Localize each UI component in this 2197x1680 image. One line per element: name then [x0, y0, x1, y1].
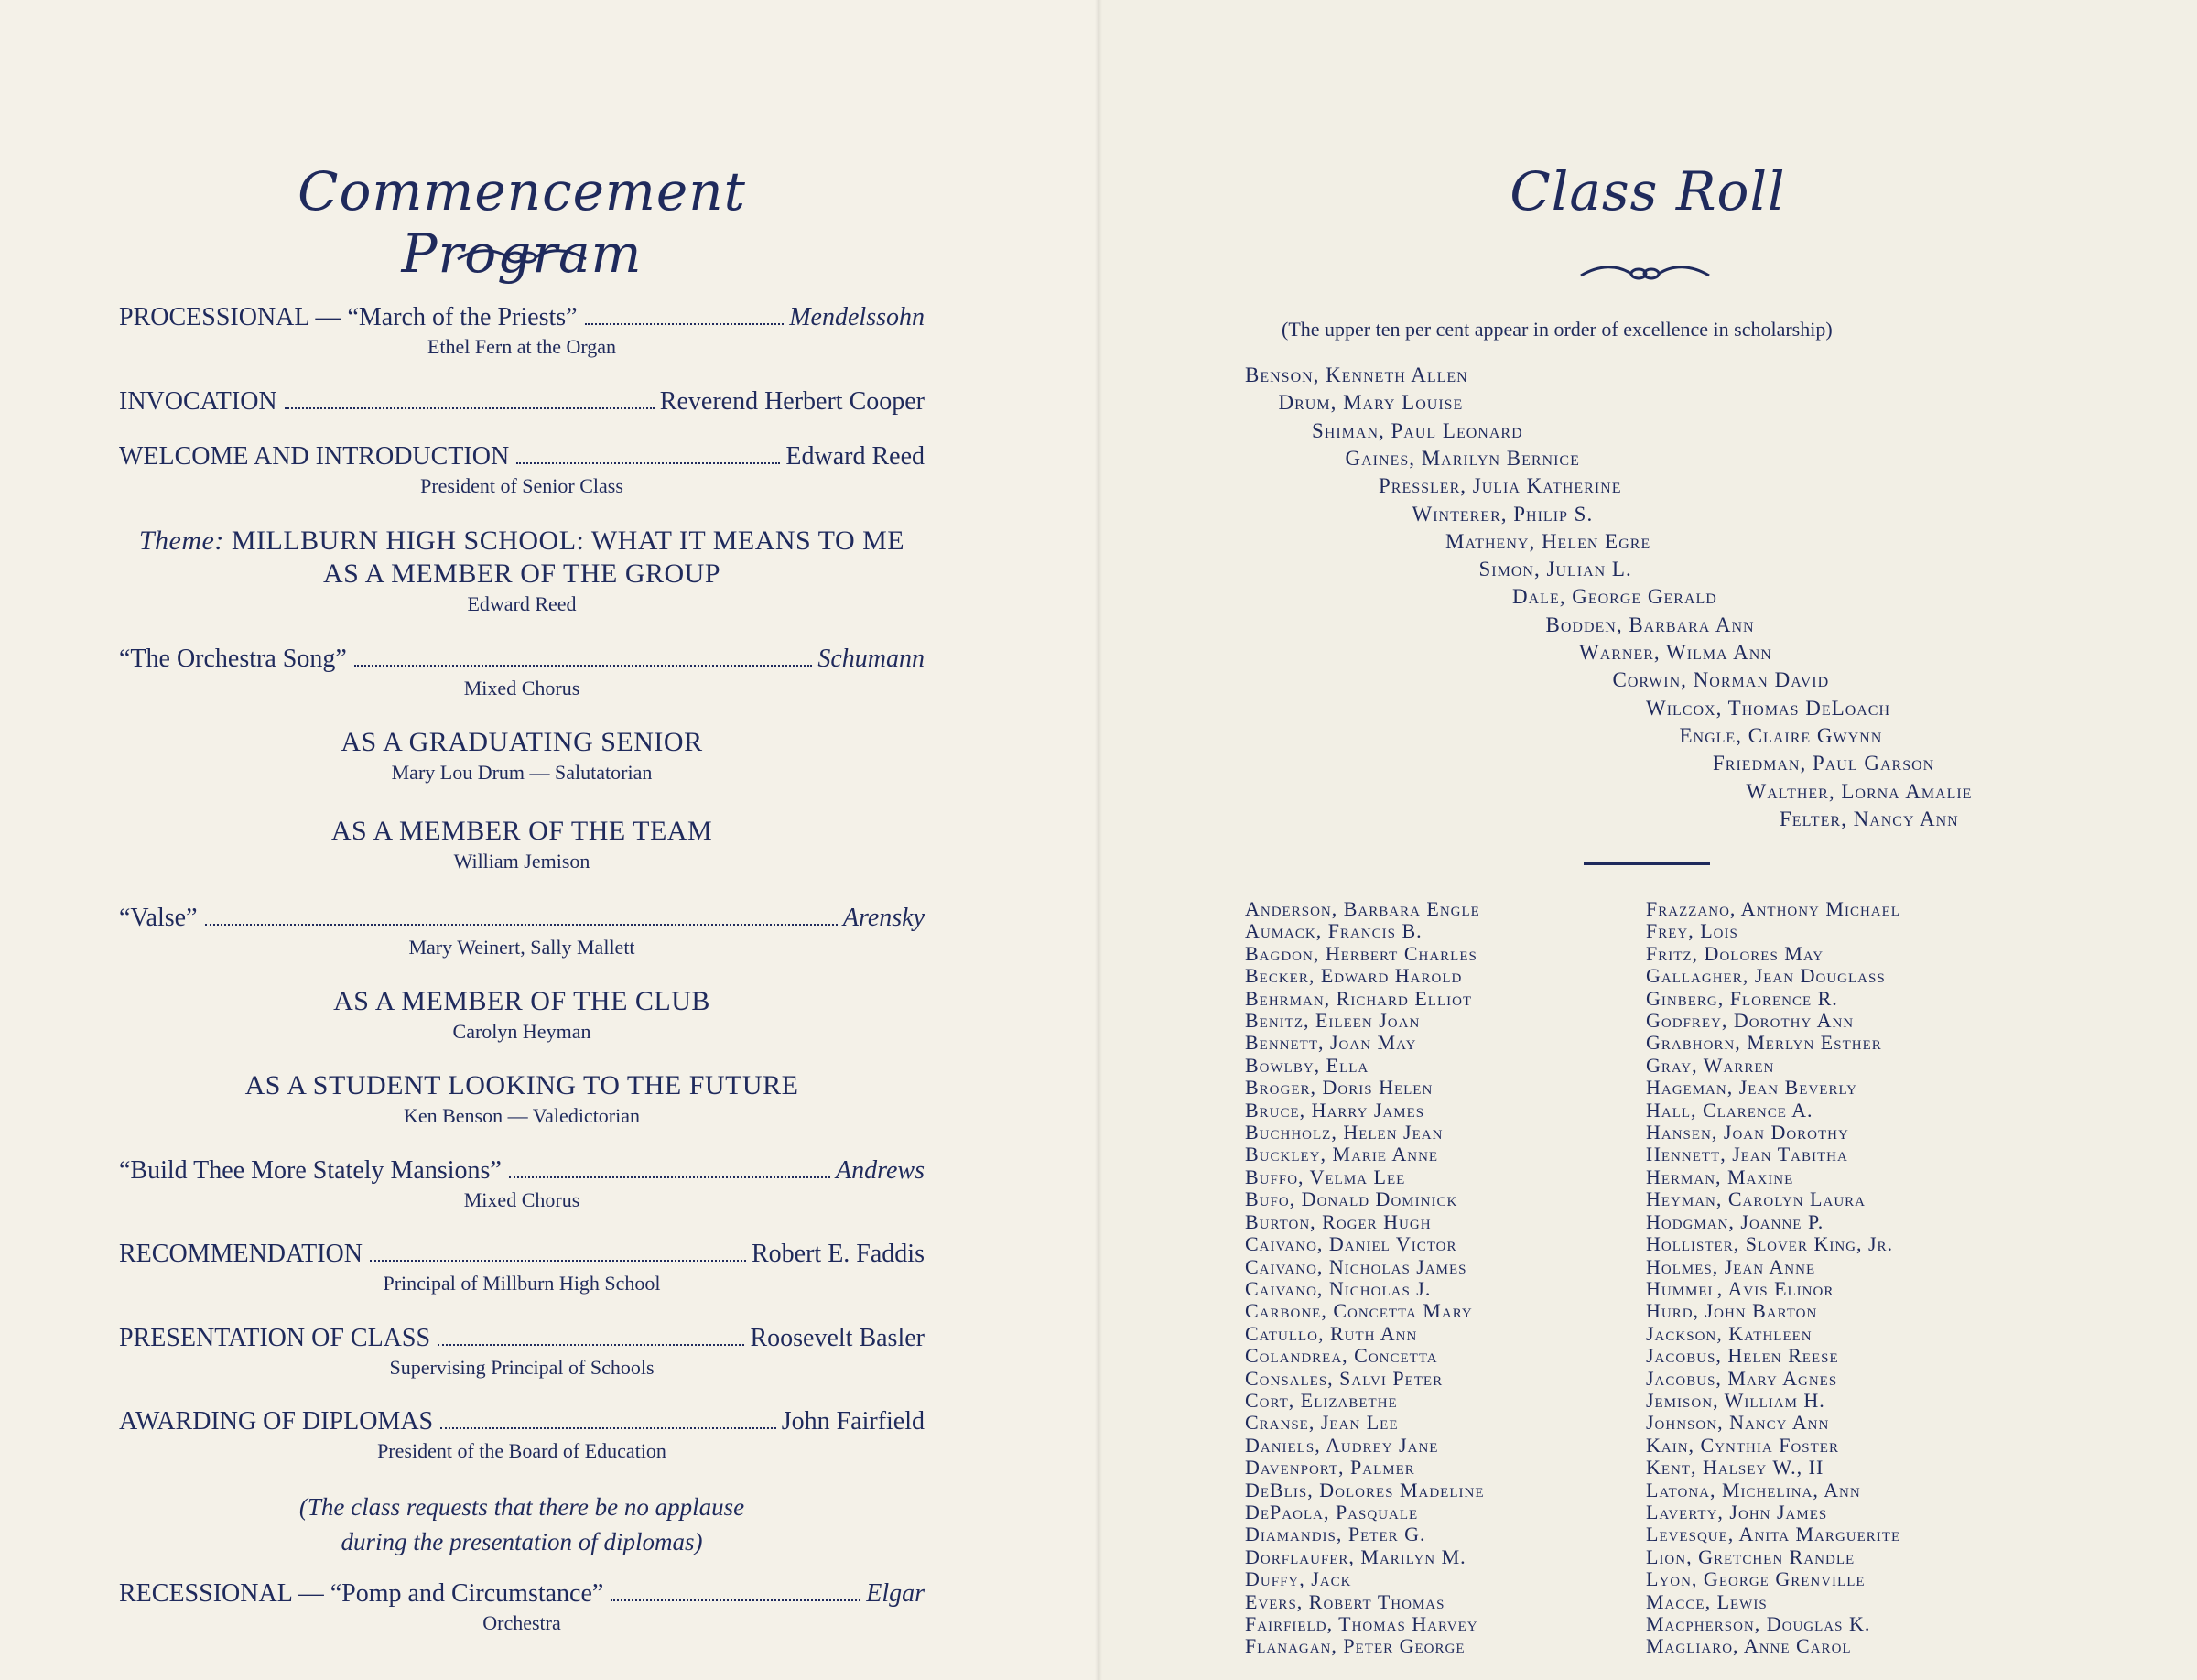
class-roll-item: Jacobus, Mary Agnes	[1646, 1366, 1838, 1390]
dot-leader	[205, 924, 838, 926]
class-roll-title: Class Roll	[1510, 160, 1786, 222]
presentation-speaker: Roosevelt Basler	[750, 1324, 925, 1352]
orchestra-song-label: “The Orchestra Song”	[119, 645, 347, 673]
diplomas-label: AWARDING OF DIPLOMAS	[119, 1407, 434, 1436]
class-roll-item: Aumack, Francis B.	[1245, 919, 1423, 943]
class-roll-item: Laverty, John James	[1646, 1500, 1828, 1523]
class-roll-item: Cort, Elizabethe	[1245, 1388, 1398, 1412]
recommendation-speaker: Robert E. Faddis	[752, 1240, 925, 1268]
class-roll-item: Catullo, Ruth Ann	[1245, 1321, 1418, 1345]
future-sub: Ken Benson — Valedictorian	[403, 1104, 641, 1127]
presentation-label: PRESENTATION OF CLASS	[119, 1324, 431, 1352]
class-roll-item: Lion, Gretchen Randle	[1646, 1545, 1856, 1568]
class-roll-item: Daniels, Audrey Jane	[1245, 1433, 1439, 1457]
class-roll-item: Buffo, Velma Lee	[1245, 1165, 1406, 1188]
honor-roll-item: Gaines, Marilyn Bernice	[1345, 446, 1580, 470]
welcome-sub: President of Senior Class	[420, 474, 623, 497]
class-roll-item: Bennett, Joan May	[1245, 1031, 1417, 1055]
welcome-label: WELCOME AND INTRODUCTION	[119, 442, 510, 471]
team-entry	[119, 815, 925, 875]
recessional-label: RECESSIONAL — “Pomp and Circumstance”	[119, 1579, 604, 1608]
processional-composer: Mendelssohn	[789, 303, 925, 331]
valse-composer: Arensky	[842, 904, 925, 932]
class-roll-item: Bagdon, Herbert Charles	[1245, 941, 1477, 965]
class-column-2	[1646, 898, 1900, 1658]
class-roll-item: Hall, Clarence A.	[1646, 1098, 1813, 1122]
invocation-label: INVOCATION	[119, 387, 277, 416]
honor-roll-item: Winterer, Philip S.	[1412, 502, 1594, 526]
mansions-label: “Build Thee More Stately Mansions”	[119, 1156, 502, 1185]
class-roll-item: Magliaro, Anne Carol	[1646, 1634, 1852, 1658]
dot-leader	[438, 1344, 744, 1346]
club-sub: Carolyn Heyman	[452, 1020, 591, 1043]
recommendation-sub: Principal of Millburn High School	[383, 1272, 661, 1295]
class-roll-item: Fritz, Dolores May	[1646, 941, 1824, 965]
honor-roll-item: Simon, Julian L.	[1478, 558, 1632, 581]
diplomas-sub: President of the Board of Education	[377, 1439, 666, 1462]
class-roll-item: Caivano, Nicholas James	[1245, 1254, 1467, 1278]
class-roll-item: Hummel, Avis Elinor	[1646, 1276, 1834, 1300]
honor-roll-item: Corwin, Norman David	[1612, 668, 1830, 692]
graduating-senior-sub: Mary Lou Drum — Salutatorian	[391, 761, 653, 784]
recommendation-entry	[119, 1239, 925, 1297]
recessional-sub: Orchestra	[482, 1611, 561, 1634]
class-roll-item: Godfrey, Dorothy Ann	[1646, 1009, 1855, 1033]
class-roll-item: Flanagan, Peter George	[1245, 1634, 1466, 1658]
orchestra-song-sub: Mixed Chorus	[463, 677, 580, 699]
mansions-entry	[119, 1155, 925, 1214]
honor-roll-item: Benson, Kenneth Allen	[1245, 363, 1468, 386]
class-roll-item: Latona, Michelina, Ann	[1646, 1478, 1861, 1501]
valse-entry	[119, 903, 925, 961]
honor-roll-item: Engle, Claire Gwynn	[1679, 723, 1883, 747]
class-roll-item: DeBlis, Dolores Madeline	[1245, 1478, 1485, 1501]
program-title: Commencement Program	[298, 160, 746, 285]
class-roll-item: Gray, Warren	[1646, 1053, 1775, 1077]
team-heading: AS A MEMBER OF THE TEAM	[330, 816, 713, 846]
processional-entry	[119, 302, 925, 361]
class-roll-item: Behrman, Richard Elliot	[1245, 986, 1473, 1010]
class-roll-item: Lyon, George Grenville	[1646, 1567, 1866, 1591]
dot-leader	[585, 323, 785, 325]
class-roll-item: Holmes, Jean Anne	[1646, 1254, 1816, 1278]
presentation-sub: Supervising Principal of Schools	[389, 1356, 655, 1379]
class-roll-item: DePaola, Pasquale	[1245, 1500, 1419, 1523]
flourish-ornament-icon	[453, 243, 590, 270]
applause-note-line1: (The class requests that there be no applause	[298, 1493, 745, 1521]
class-roll-item: Hageman, Jean Beverly	[1646, 1076, 1857, 1100]
theme-line2: AS A MEMBER OF THE GROUP	[322, 558, 721, 589]
class-roll-item: Jemison, William H.	[1646, 1388, 1825, 1412]
dot-leader	[611, 1599, 860, 1601]
class-roll-item: Hansen, Joan Dorothy	[1646, 1121, 1849, 1144]
recommendation-label: RECOMMENDATION	[119, 1240, 363, 1268]
class-roll-item: Dorflaufer, Marilyn M.	[1245, 1545, 1466, 1568]
honor-roll-item: Dale, George Gerald	[1512, 585, 1717, 609]
honor-roll-item: Bodden, Barbara Ann	[1545, 612, 1755, 636]
orchestra-song-composer: Schumann	[817, 645, 925, 673]
honor-roll-item: Matheny, Helen Egre	[1445, 529, 1651, 553]
class-roll-item: Hodgman, Joanne P.	[1646, 1209, 1824, 1233]
class-roll-item: Gallagher, Jean Douglass	[1646, 964, 1886, 988]
class-roll-item: Grabhorn, Merlyn Esther	[1646, 1031, 1882, 1055]
class-roll-item: Macpherson, Douglas K.	[1646, 1612, 1871, 1635]
class-roll-item: Levesque, Anita Marguerite	[1646, 1523, 1901, 1546]
class-roll-item: Ginberg, Florence R.	[1646, 986, 1838, 1010]
diplomas-speaker: John Fairfield	[781, 1407, 925, 1436]
processional-sub: Ethel Fern at the Organ	[427, 335, 617, 358]
theme-prefix: Theme:	[138, 526, 224, 556]
diplomas-entry	[119, 1406, 925, 1465]
processional-label: PROCESSIONAL — “March of the Priests”	[119, 303, 578, 331]
welcome-speaker: Edward Reed	[785, 442, 925, 471]
class-roll-item: Carbone, Concetta Mary	[1245, 1299, 1473, 1323]
honor-roll-item: Felter, Nancy Ann	[1780, 807, 1959, 830]
class-column-1	[1245, 898, 1485, 1658]
class-roll-item: Cranse, Jean Lee	[1245, 1411, 1399, 1435]
class-roll-item: Buckley, Marie Anne	[1245, 1143, 1439, 1166]
class-roll-item: Bruce, Harry James	[1245, 1098, 1425, 1122]
flourish-ornament-icon	[1576, 259, 1714, 287]
class-roll-item: Herman, Maxine	[1646, 1165, 1794, 1188]
class-roll-item: Heyman, Carolyn Laura	[1646, 1187, 1866, 1211]
valse-label: “Valse”	[119, 904, 198, 932]
roll-note: (The upper ten per cent appear in order of excellence in scholarship)	[1282, 318, 1833, 341]
honor-roll-item: Friedman, Paul Garson	[1713, 752, 1935, 775]
class-roll-item: Diamandis, Peter G.	[1245, 1523, 1426, 1546]
dot-leader	[354, 665, 813, 667]
mansions-composer: Andrews	[836, 1156, 925, 1185]
graduating-senior-entry	[119, 726, 925, 786]
class-roll-item: Kent, Halsey W., II	[1646, 1456, 1824, 1479]
class-roll-item: Jacobus, Helen Reese	[1646, 1344, 1839, 1368]
future-entry	[119, 1069, 925, 1130]
class-roll-item: Buchholz, Helen Jean	[1245, 1121, 1444, 1144]
class-roll-item: Hennett, Jean Tabitha	[1646, 1143, 1848, 1166]
invocation-entry	[119, 386, 925, 417]
dot-leader	[509, 1176, 830, 1178]
class-roll-item: Hurd, John Barton	[1646, 1299, 1818, 1323]
graduating-senior-heading: AS A GRADUATING SENIOR	[341, 727, 703, 757]
class-roll-item: Frazzano, Anthony Michael	[1646, 897, 1900, 920]
dot-leader	[440, 1427, 776, 1429]
class-roll-item: Kain, Cynthia Foster	[1646, 1433, 1839, 1457]
divider-rule	[1584, 862, 1710, 865]
class-roll-item: Davenport, Palmer	[1245, 1456, 1415, 1479]
honor-roll-item: Warner, Wilma Ann	[1579, 641, 1772, 664]
class-roll-item: Jackson, Kathleen	[1646, 1321, 1813, 1345]
dot-leader	[370, 1260, 746, 1262]
honor-roll-item: Walther, Lorna Amalie	[1746, 779, 1973, 803]
theme-sub: Edward Reed	[467, 592, 577, 615]
invocation-speaker: Reverend Herbert Cooper	[659, 387, 925, 416]
class-roll-item: Caivano, Nicholas J.	[1245, 1276, 1432, 1300]
class-roll-item: Anderson, Barbara Engle	[1245, 897, 1480, 920]
dot-leader	[285, 407, 655, 409]
honor-roll-item: Pressler, Julia Katherine	[1379, 474, 1622, 498]
orchestra-song-entry	[119, 644, 925, 702]
applause-note-line2: during the presentation of diplomas)	[341, 1528, 703, 1555]
recessional-entry	[119, 1578, 925, 1637]
class-roll-item: Becker, Edward Harold	[1245, 964, 1463, 988]
club-entry	[119, 985, 925, 1046]
class-roll-item: Macce, Lewis	[1646, 1589, 1768, 1613]
mansions-sub: Mixed Chorus	[463, 1188, 580, 1211]
honor-roll-item: Drum, Mary Louise	[1278, 391, 1464, 415]
class-roll-item: Broger, Doris Helen	[1245, 1076, 1434, 1100]
class-roll-item: Consales, Salvi Peter	[1245, 1366, 1444, 1390]
class-roll-item: Frey, Lois	[1646, 919, 1738, 943]
class-roll-item: Evers, Robert Thomas	[1245, 1589, 1445, 1613]
class-roll-item: Bowlby, Ella	[1245, 1053, 1369, 1077]
future-heading: AS A STUDENT LOOKING TO THE FUTURE	[244, 1070, 799, 1100]
welcome-entry	[119, 441, 925, 500]
valse-sub: Mary Weinert, Sally Mallett	[408, 936, 635, 959]
dot-leader	[516, 462, 780, 464]
honor-roll-item: Wilcox, Thomas DeLoach	[1646, 696, 1891, 720]
class-roll-item: Fairfield, Thomas Harvey	[1245, 1612, 1478, 1635]
class-roll-item: Johnson, Nancy Ann	[1646, 1411, 1830, 1435]
presentation-entry	[119, 1323, 925, 1382]
class-roll-item: Caivano, Daniel Victor	[1245, 1232, 1457, 1256]
honor-roll-item: Shiman, Paul Leonard	[1312, 418, 1523, 442]
class-roll-item: Hollister, Slover King, Jr.	[1646, 1232, 1894, 1256]
theme-entry	[119, 525, 925, 618]
class-roll-item: Benitz, Eileen Joan	[1245, 1009, 1421, 1033]
theme-line1: MILLBURN HIGH SCHOOL: WHAT IT MEANS TO ME	[231, 526, 905, 556]
applause-note	[119, 1490, 925, 1559]
class-roll-item: Bufo, Donald Dominick	[1245, 1187, 1458, 1211]
class-roll-item: Duffy, Jack	[1245, 1567, 1352, 1591]
class-roll-item: Colandrea, Concetta	[1245, 1344, 1438, 1368]
center-fold	[1095, 0, 1102, 1680]
club-heading: AS A MEMBER OF THE CLUB	[333, 986, 710, 1016]
recessional-composer: Elgar	[866, 1579, 925, 1608]
team-sub: William Jemison	[453, 850, 590, 873]
class-roll-item: Burton, Roger Hugh	[1245, 1209, 1432, 1233]
